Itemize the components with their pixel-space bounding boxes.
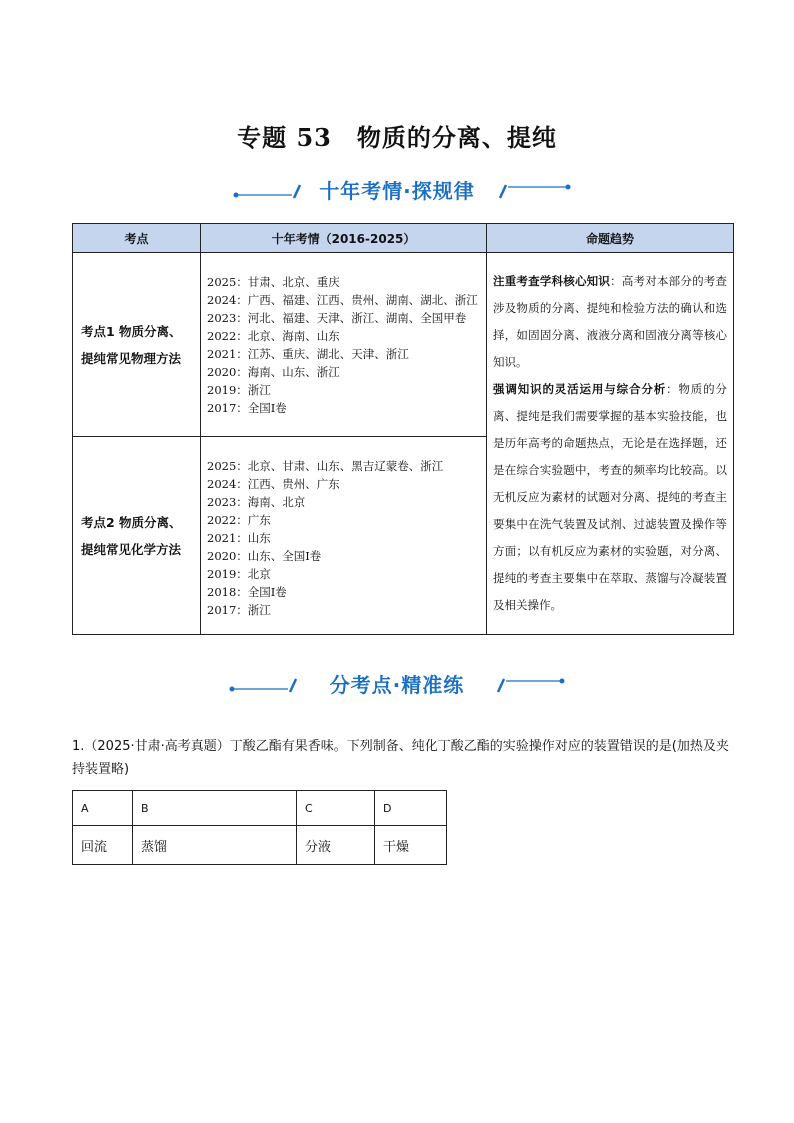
option-label: 干燥	[375, 826, 447, 865]
option-letter: C	[297, 791, 375, 826]
years-cell	[201, 437, 487, 635]
section-banner-trend	[0, 176, 794, 206]
year-line: 2021：山东	[207, 531, 271, 545]
year-line: 2022：北京、海南、山东	[207, 328, 340, 343]
year-line: 2017：全国Ⅰ卷	[207, 400, 287, 415]
option-label: 分液	[297, 826, 375, 865]
year-line: 2019：浙江	[207, 382, 271, 397]
trend-heading-2: 强调知识的灵活运用与综合分析	[493, 382, 667, 396]
trend-text-1: ：高考对本部分的考查涉及物质的分离、提纯和检验方法的确认和选择，如固固分离、液液分离和固液分离等核心知识。	[493, 274, 728, 369]
banner-title: 十年考情·探规律	[319, 179, 475, 203]
year-line: 2018：全国Ⅰ卷	[207, 585, 287, 599]
table-row	[73, 253, 734, 437]
option-letter: B	[133, 791, 297, 826]
trend-cell	[487, 253, 734, 635]
year-line: 2024：广西、福建、江西、贵州、湖南、湖北、浙江	[207, 292, 478, 307]
trend-heading-1: 注重考查学科核心知识	[493, 274, 611, 288]
point-cell: 考点1 物质分离、提纯常见物理方法	[73, 253, 201, 437]
options-table	[72, 790, 447, 865]
year-line: 2022：广东	[207, 513, 271, 527]
option-label: 蒸馏	[133, 826, 297, 865]
year-line: 2017：浙江	[207, 603, 271, 617]
year-line: 2019：北京	[207, 567, 271, 581]
trend-text-2: ：物质的分离、提纯是我们需要掌握的基本实验技能，也是历年高考的命题热点，无论是在选择题，还是在综合实验题中，考查的频率均比较高。以无机反应为素材的试题对分离、提纯的考查主要集中在洗气装置及试剂、过滤装置及操作等方面；以有机反应为素材的实验题，对分离、提纯的考查主要集中在萃取、蒸馏与冷凝装置及相关操作。	[493, 382, 728, 612]
year-line: 2024：江西、贵州、广东	[207, 477, 340, 491]
header-point: 考点	[73, 224, 201, 253]
options-label-row	[73, 826, 447, 865]
year-line: 2025：北京、甘肃、山东、黑吉辽蒙卷、浙江	[207, 459, 444, 473]
year-line: 2020：山东、全国Ⅰ卷	[207, 549, 322, 563]
table-header-row	[73, 224, 734, 253]
section-banner-practice	[0, 670, 794, 700]
years-cell	[201, 253, 487, 437]
page-title: 专题 53 物质的分离、提纯	[237, 123, 557, 152]
trend-table	[72, 223, 734, 635]
year-line: 2021：江苏、重庆、湖北、天津、浙江	[207, 346, 409, 361]
year-line: 2020：海南、山东、浙江	[207, 364, 340, 379]
header-trend: 命题趋势	[487, 224, 734, 253]
header-years: 十年考情（2016-2025）	[201, 224, 487, 253]
options-letter-row	[73, 791, 447, 826]
year-line: 2023：海南、北京	[207, 495, 306, 509]
question-stem: 1.（2025·甘肃·高考真题）丁酸乙酯有果香味。下列制备、纯化丁酸乙酯的实验操作对应的装置错误的是(加热及夹持装置略)	[72, 739, 729, 777]
year-line: 2023：河北、福建、天津、浙江、湖南、全国甲卷	[207, 310, 467, 325]
banner-title: 分考点·精准练	[329, 673, 465, 697]
option-letter: A	[73, 791, 133, 826]
year-line: 2025：甘肃、北京、重庆	[207, 274, 340, 289]
option-letter: D	[375, 791, 447, 826]
point-cell: 考点2 物质分离、提纯常见化学方法	[73, 437, 201, 635]
option-label: 回流	[73, 826, 133, 865]
